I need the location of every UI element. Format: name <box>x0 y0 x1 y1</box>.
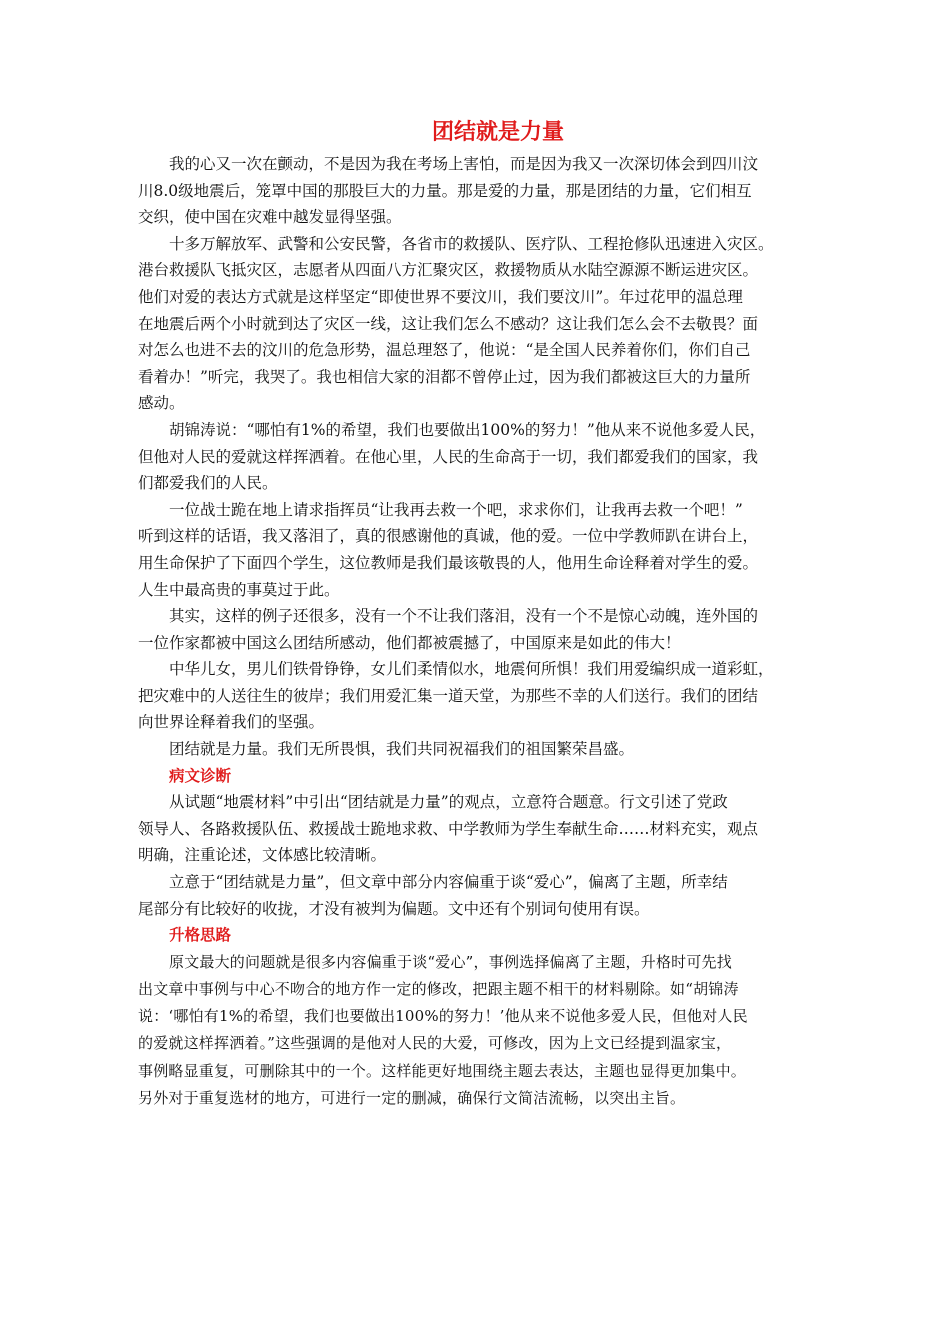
essay-section <box>138 151 814 763</box>
document-title: 团结就是力量 <box>431 120 564 145</box>
essay-line: 其实，这样的例子还很多，没有一个不让我们落泪，没有一个不是惊心动魄，连外国的 <box>169 607 759 626</box>
diagnosis-line: 领导人、各路救援队伍、救援战士跪地求救、中学教师为学生奉献生命……材料充实，观点 <box>138 819 759 838</box>
essay-line: 看着办！”听完，我哭了。我也相信大家的泪都不曾停止过，因为我们都被这巨大的力量所 <box>138 367 751 386</box>
essay-line: 感动。 <box>138 394 185 413</box>
essay-line: 人生中最高贵的事莫过于此。 <box>138 580 340 599</box>
essay-line: 团结就是力量。我们无所畏惧，我们共同祝福我们的祖国繁荣昌盛。 <box>169 740 635 759</box>
upgrade-line: 另外对于重复选材的地方，可进行一定的删减，确保行文简洁流畅，以突出主旨。 <box>138 1088 686 1107</box>
essay-line: 对怎么也进不去的汶川的危急形势，温总理怒了，他说：“是全国人民养着你们，你们自己 <box>138 341 751 360</box>
upgrade-line: 事例略显重复，可删除其中的一个。这样能更好地围绕主题去表达，主题也显得更加集中。 <box>138 1061 747 1080</box>
essay-line: 港台救援队飞抵灾区，志愿者从四面八方汇聚灾区，救援物质从水陆空源源不断运进灾区。 <box>138 261 759 280</box>
essay-line: 他们对爱的表达方式就是这样坚定“即使世界不要汶川，我们要汶川”。年过花甲的温总理 <box>138 287 743 306</box>
diagnosis-line: 立意于“团结就是力量”，但文章中部分内容偏重于谈“爱心”，偏离了主题，所幸结 <box>169 873 728 892</box>
diagnosis-line: 尾部分有比较好的收拢，才没有被判为偏题。文中还有个别词句使用有误。 <box>138 899 650 918</box>
essay-line: 在地震后两个小时就到达了灾区一线，这让我们怎么不感动？这让我们怎么会不去敬畏？面 <box>138 314 759 333</box>
document-body <box>138 151 814 1112</box>
diagnosis-line: 明确，注重论述，文体感比较清晰。 <box>138 846 387 865</box>
essay-line: 们都爱我们的人民。 <box>138 474 278 493</box>
essay-line: 但他对人民的爱就这样挥洒着。在他心里，人民的生命高于一切，我们都爱我们的国家，我 <box>138 447 759 466</box>
essay-line: 用生命保护了下面四个学生，这位教师是我们最该敬畏的人，他用生命诠释着对学生的爱。 <box>138 553 759 572</box>
essay-line: 十多万解放军、武警和公安民警，各省市的救援队、医疗队、工程抢修队迅速进入灾区。 <box>169 234 774 253</box>
essay-line: 一位战士跪在地上请求指挥员“让我再去救一个吧，求求你们，让我再去救一个吧！” <box>169 500 743 519</box>
upgrade-line: 出文章中事例与中心不吻合的地方作一定的修改，把跟主题不相干的材料剔除。如“胡锦涛 <box>138 980 739 998</box>
upgrade-section <box>138 949 814 1112</box>
upgrade-heading: 升格思路 <box>169 926 232 945</box>
essay-line: 中华儿女，男儿们铁骨铮铮，女儿们柔情似水，地震何所惧！我们用爱编织成一道彩虹， <box>169 660 774 679</box>
essay-line: 把灾难中的人送往生的彼岸；我们用爱汇集一道天堂，为那些不幸的人们送行。我们的团结 <box>138 686 759 705</box>
diagnosis-heading: 病文诊断 <box>169 766 232 785</box>
diagnosis-line: 从试题“地震材料”中引出“团结就是力量”的观点，立意符合题意。行文引述了党政 <box>169 793 728 812</box>
diagnosis-section <box>138 789 814 922</box>
essay-line: 川8.0级地震后，笼罩中国的那股巨大的力量。那是爱的力量，那是团结的力量，它们相互 <box>138 181 752 200</box>
essay-line: 交织，使中国在灾难中越发显得坚强。 <box>138 208 402 227</box>
essay-line: 向世界诠释着我们的坚强。 <box>138 713 325 732</box>
upgrade-line: 说：‘哪怕有1%的希望，我们也要做出100%的努力！’他从来不说他多爱人民，但他对人民 <box>138 1007 748 1026</box>
upgrade-line: 的爱就这样挥洒着。”这些强调的是他对人民的大爱，可修改，因为上文已经提到温家宝， <box>138 1034 732 1053</box>
essay-line: 我的心又一次在颤动，不是因为我在考场上害怕，而是因为我又一次深切体会到四川汶 <box>169 155 759 173</box>
essay-line: 一位作家都被中国这么团结所感动，他们都被震撼了，中国原来是如此的伟大！ <box>138 633 681 652</box>
essay-line: 听到这样的话语，我又落泪了，真的很感谢他的真诚，他的爱。一位中学教师趴在讲台上， <box>138 527 759 546</box>
essay-line: 胡锦涛说：“哪怕有1%的希望，我们也要做出100%的努力！”他从来不说他多爱人民， <box>169 420 766 439</box>
upgrade-line: 原文最大的问题就是很多内容偏重于谈“爱心”，事例选择偏离了主题，升格时可先找 <box>169 952 732 971</box>
